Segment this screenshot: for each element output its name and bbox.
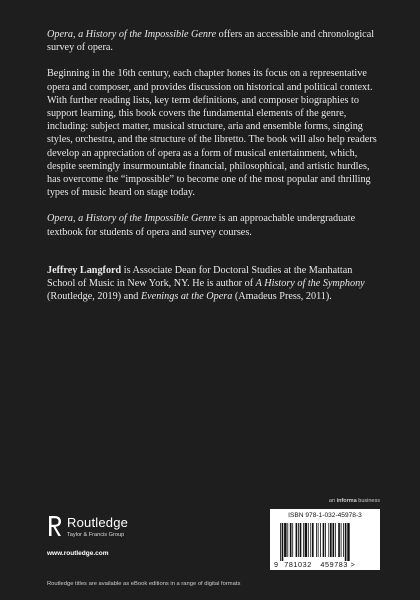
barcode-lead-digit: 9 xyxy=(274,560,279,569)
routledge-logo xyxy=(47,515,197,575)
barcode-bar xyxy=(320,523,321,557)
author-bio-text: (Routledge, 2019) and xyxy=(47,291,141,303)
barcode-bar xyxy=(325,523,326,557)
author-book-title: Evenings at the Opera xyxy=(140,291,233,303)
barcode-bar xyxy=(312,523,314,557)
barcode-bar xyxy=(284,523,286,557)
barcode-bars xyxy=(280,523,372,561)
barcode-bar xyxy=(300,523,302,557)
informa-suffix: business xyxy=(356,498,380,504)
barcode-bar xyxy=(316,523,317,557)
author-name: Jeffrey Langford xyxy=(47,264,122,276)
barcode-bar xyxy=(345,523,347,561)
barcode-arrow: > xyxy=(350,560,356,569)
author-bio-text: (Amadeus Press, 2011). xyxy=(232,291,332,303)
isbn-barcode xyxy=(270,509,380,570)
barcode-bar xyxy=(318,523,319,557)
barcode-bar xyxy=(343,523,344,557)
barcode-bar xyxy=(280,523,281,561)
publisher-name: Routledge xyxy=(67,515,129,530)
description-text: offers an accessible and chronological survey of opera. xyxy=(47,29,375,54)
barcode-bar xyxy=(298,523,299,557)
barcode-right-digits: 459783 xyxy=(320,560,349,569)
barcode-bar xyxy=(335,523,336,557)
barcode-left-digits: 781032 xyxy=(284,560,312,569)
barcode-bar xyxy=(290,523,292,557)
ebook-note: Routledge titles are available as eBook editions in a range of digital formats xyxy=(47,581,241,587)
barcode-bar xyxy=(330,523,332,557)
informa-prefix: an xyxy=(328,498,337,504)
informa-brand: informa xyxy=(336,498,357,504)
barcode-bar xyxy=(303,523,304,557)
barcode-bar xyxy=(282,523,284,561)
barcode-bar xyxy=(308,523,309,557)
barcode-bar xyxy=(310,523,311,557)
barcode-bar xyxy=(332,523,334,557)
description-paragraph-2: Beginning in the 16th century, each chapter hones its focus on a representative opera and composer, and provides discussion on historical and political context. With further reading lists, key term definitions, and composer biographies to support learning, this book covers the fundamental elements of the genre, including: subject matter, musical structure, aria and ensemble forms, singing styles, orchestra, and the structure of the libretto. The book will also help readers develop an appreciation of opera as a form of musical entertainment, which, despite seemingly insurmountable financial, philosophical, and artistic hurdles, has overcome the “impossible” to become one of the most popular and thrilling types of music heard on stage today. xyxy=(47,68,377,199)
description-paragraph-3 xyxy=(47,212,380,238)
book-title-italic: Opera, a History of the Impossible Genre xyxy=(47,213,217,225)
routledge-r-icon xyxy=(47,515,63,537)
barcode-bar xyxy=(323,523,325,557)
description-text: is an approachable undergraduate textbook for students of opera and survey courses. xyxy=(47,213,356,238)
isbn-label: ISBN 978-1-032-45978-3 xyxy=(288,512,362,519)
barcode-bar xyxy=(328,523,329,557)
author-bio-text: is Associate Dean for Doctoral Studies at the Manhattan School of Music in New York, NY. He is author of xyxy=(47,264,353,290)
author-book-title: A History of the Symphony xyxy=(255,278,365,290)
back-cover-text xyxy=(47,28,380,316)
author-bio xyxy=(47,264,380,304)
barcode-digits xyxy=(274,560,378,569)
barcode-bar xyxy=(287,523,288,557)
barcode-bar xyxy=(296,523,298,557)
barcode-bar xyxy=(338,523,340,557)
barcode-bar xyxy=(341,523,342,557)
description-paragraph-1 xyxy=(47,28,380,54)
publisher-group: Taylor & Francis Group xyxy=(67,532,125,538)
informa-business-mark xyxy=(329,498,380,504)
barcode-bar xyxy=(292,523,293,557)
book-title-italic: Opera, a History of the Impossible Genre xyxy=(47,29,217,40)
publisher-url: www.routledge.com xyxy=(47,550,109,557)
barcode-bar xyxy=(347,523,349,561)
barcode-bar xyxy=(305,523,307,557)
